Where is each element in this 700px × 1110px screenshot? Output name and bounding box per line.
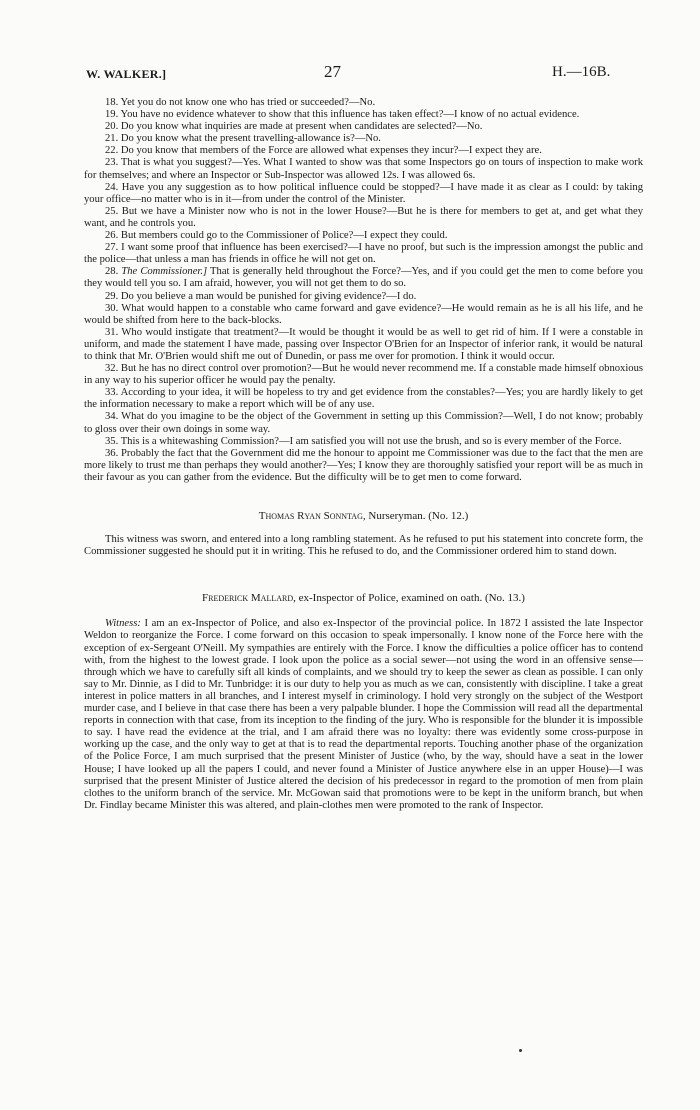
question-number: 28. bbox=[105, 266, 119, 278]
qa-paragraph: 32. But he has no direct control over promotion?—But he would never recommend me. If a constable made himself obnoxious in any way to his superior officer he would pay the penalty. bbox=[84, 363, 643, 387]
page-number: 27 bbox=[324, 62, 341, 81]
witness-heading-sonntag bbox=[84, 510, 643, 522]
sonntag-statement: This witness was sworn, and entered into a long rambling statement. As he refused to put his statement into concrete form, the Commissioner suggested he should put it in writing. This he refused to do, and the Commissioner ordered him to stand down. bbox=[84, 534, 643, 558]
speaker-label: The Commissioner.] bbox=[121, 266, 208, 278]
qa-paragraph-commissioner bbox=[84, 266, 643, 290]
qa-paragraph: 21. Do you know what the present travelling-allowance is?—No. bbox=[105, 133, 381, 145]
qa-paragraph: 20. Do you know what inquiries are made at present when candidates are selected?—No. bbox=[105, 121, 483, 133]
qa-paragraph: 22. Do you know that members of the Force are allowed what expenses they incur?—I expect they are. bbox=[105, 145, 542, 157]
ink-dot bbox=[519, 1049, 522, 1052]
qa-paragraph: 30. What would happen to a constable who came forward and gave evidence?—He would remain as he is all his life, and he would be shifted from here to the back-blocks. bbox=[84, 302, 643, 326]
qa-paragraph: 36. Probably the fact that the Government did me the honour to appoint me Commissioner was due to the fact that the men are more likely to trust me than perhaps they would another?—Yes; I know they are thoroughly satisfied your report will be as much in their favour as you can gather from the evidence. But the difficulty will be to get men to come forward. bbox=[84, 447, 643, 483]
mallard-statement bbox=[84, 618, 643, 812]
qa-paragraph: 19. You have no evidence whatever to show that this influence has taken effect?—I know of no actual evidence. bbox=[105, 109, 580, 121]
witness-title: , Nurseryman. (No. 12.) bbox=[362, 510, 469, 522]
witness-label: Witness: bbox=[105, 618, 141, 630]
header-witness-name: W. WALKER.] bbox=[86, 67, 167, 81]
witness-name: Thomas Ryan Sonntag bbox=[258, 510, 363, 522]
qa-paragraph: 29. Do you believe a man would be punished for giving evidence?—I do. bbox=[105, 290, 417, 302]
witness-name: Frederick Mallard bbox=[202, 592, 294, 605]
qa-paragraph: 27. I want some proof that influence has been exercised?—I have no proof, but such is the impression amongst the public and the police—that unless a man has friends in office he will not get on. bbox=[84, 242, 643, 266]
mallard-text: I am an ex-Inspector of Police, and also ex-Inspector of the provincial police. In 1872 I assisted the late Inspector Weldon to reorganize the Force. I come forward on this occasion to speak impersonally. I know none of the Force here with the exception of ex-Sergeant O'Neill. My sympathies are entirely with the Force. I know the difficulties a police officer has to contend with, from the highest to the lowest grade. I look upon the police as a social sewer—not using the word in an offensive sense—through which we have to carefully sift all kinds of complaints, and we should try to keep the sewer as clean as possible. I can only say to Mr. Dinnie, as I did to Mr. Tunbridge: it is our duty to help you as much as we can, consistently with discipline. I take a great interest in police matters in all branches, and I interest myself in criminology. I hold very strongly on the subject of the Westport murder case, and I believe in that case there has been a very palpable blunder. I hope the Commission will read all the departmental reports in connection with that case, from its inception to the finding of the jury. Who is responsible for the blunder it is impossible to say. I have read the evidence at the trial, and I am afraid there was no loyalty: there was evidently some cross-purpose in working up the case, and the only way to get at that is to read the departmental reports. Touching another phase of the organization of the Police Force, I am much surprised that the present Minister of Justice (who, by the way, should have a seat in the lower House; I have looked up all the papers I could, and never found a Minister of Justice anywhere else in an upper House)—I was surprised that the present Minister of Justice altered the decision of his predecessor in regard to the promotion of men from plain clothes to the uniform branch of the service. Mr. McGowan said that promotions were to be kept in the uniform branch, but when Dr. Findlay became Minister this was altered, and plain-clothes men were promoted to the rank of Inspector. bbox=[84, 618, 643, 811]
qa-paragraph: 18. Yet you do not know one who has tried or succeeded?—No. bbox=[105, 97, 376, 108]
qa-paragraph: 34. What do you imagine to be the object of the Government in setting up this Commission?—Well, I do not know; probably to gloss over their own doings in some way. bbox=[84, 411, 643, 435]
qa-paragraph: 33. According to your idea, it will be hopeless to try and get evidence from the constables?—Yes; you are hardly likely to get the information necessary to make a report which will be of any use. bbox=[84, 387, 643, 411]
qa-paragraph: 35. This is a whitewashing Commission?—I am satisfied you will not use the brush, and so is every member of the Force. bbox=[105, 435, 622, 447]
qa-paragraph: 31. Who would instigate that treatment?—It would be thought it would be as well to get rid of him. If I were a constable in uniform, and made the statement I have made, passing over Inspector O'Brien for an Inspector of inferior rank, it would be natural to think that Mr. O'Brien would shift me out of Dunedin, or pass me over for promotion. I think it would occur. bbox=[84, 326, 643, 362]
question-text: That is generally held throughout the Force?—Yes, and if you could get the men to come before you they would tell you so. I am afraid, however, you will not get them to do so. bbox=[84, 266, 643, 290]
qa-paragraph: 23. That is what you suggest?—Yes. What I wanted to show was that some Inspectors go on tours of inspection to make work for themselves; and where an Inspector or Sub-Inspector was allowed 12s. I was allowed 6s. bbox=[84, 157, 643, 181]
page-body bbox=[84, 97, 643, 812]
qa-paragraph: 25. But we have a Minister now who is not in the lower House?—But he is there for members to get at, and get what they want, and he controls you. bbox=[84, 205, 643, 229]
paper-reference: H.—16B. bbox=[552, 64, 611, 80]
qa-paragraph: 26. But members could go to the Commissioner of Police?—I expect they could. bbox=[105, 230, 448, 242]
witness-heading-mallard bbox=[84, 592, 643, 604]
qa-paragraph: 24. Have you any suggestion as to how political influence could be stopped?—I have made it as clear as I could: by taking your office—no matter who is in it—from under the control of the Minister. bbox=[84, 181, 643, 205]
witness-title: , ex-Inspector of Police, examined on oath. (No. 13.) bbox=[293, 592, 525, 605]
